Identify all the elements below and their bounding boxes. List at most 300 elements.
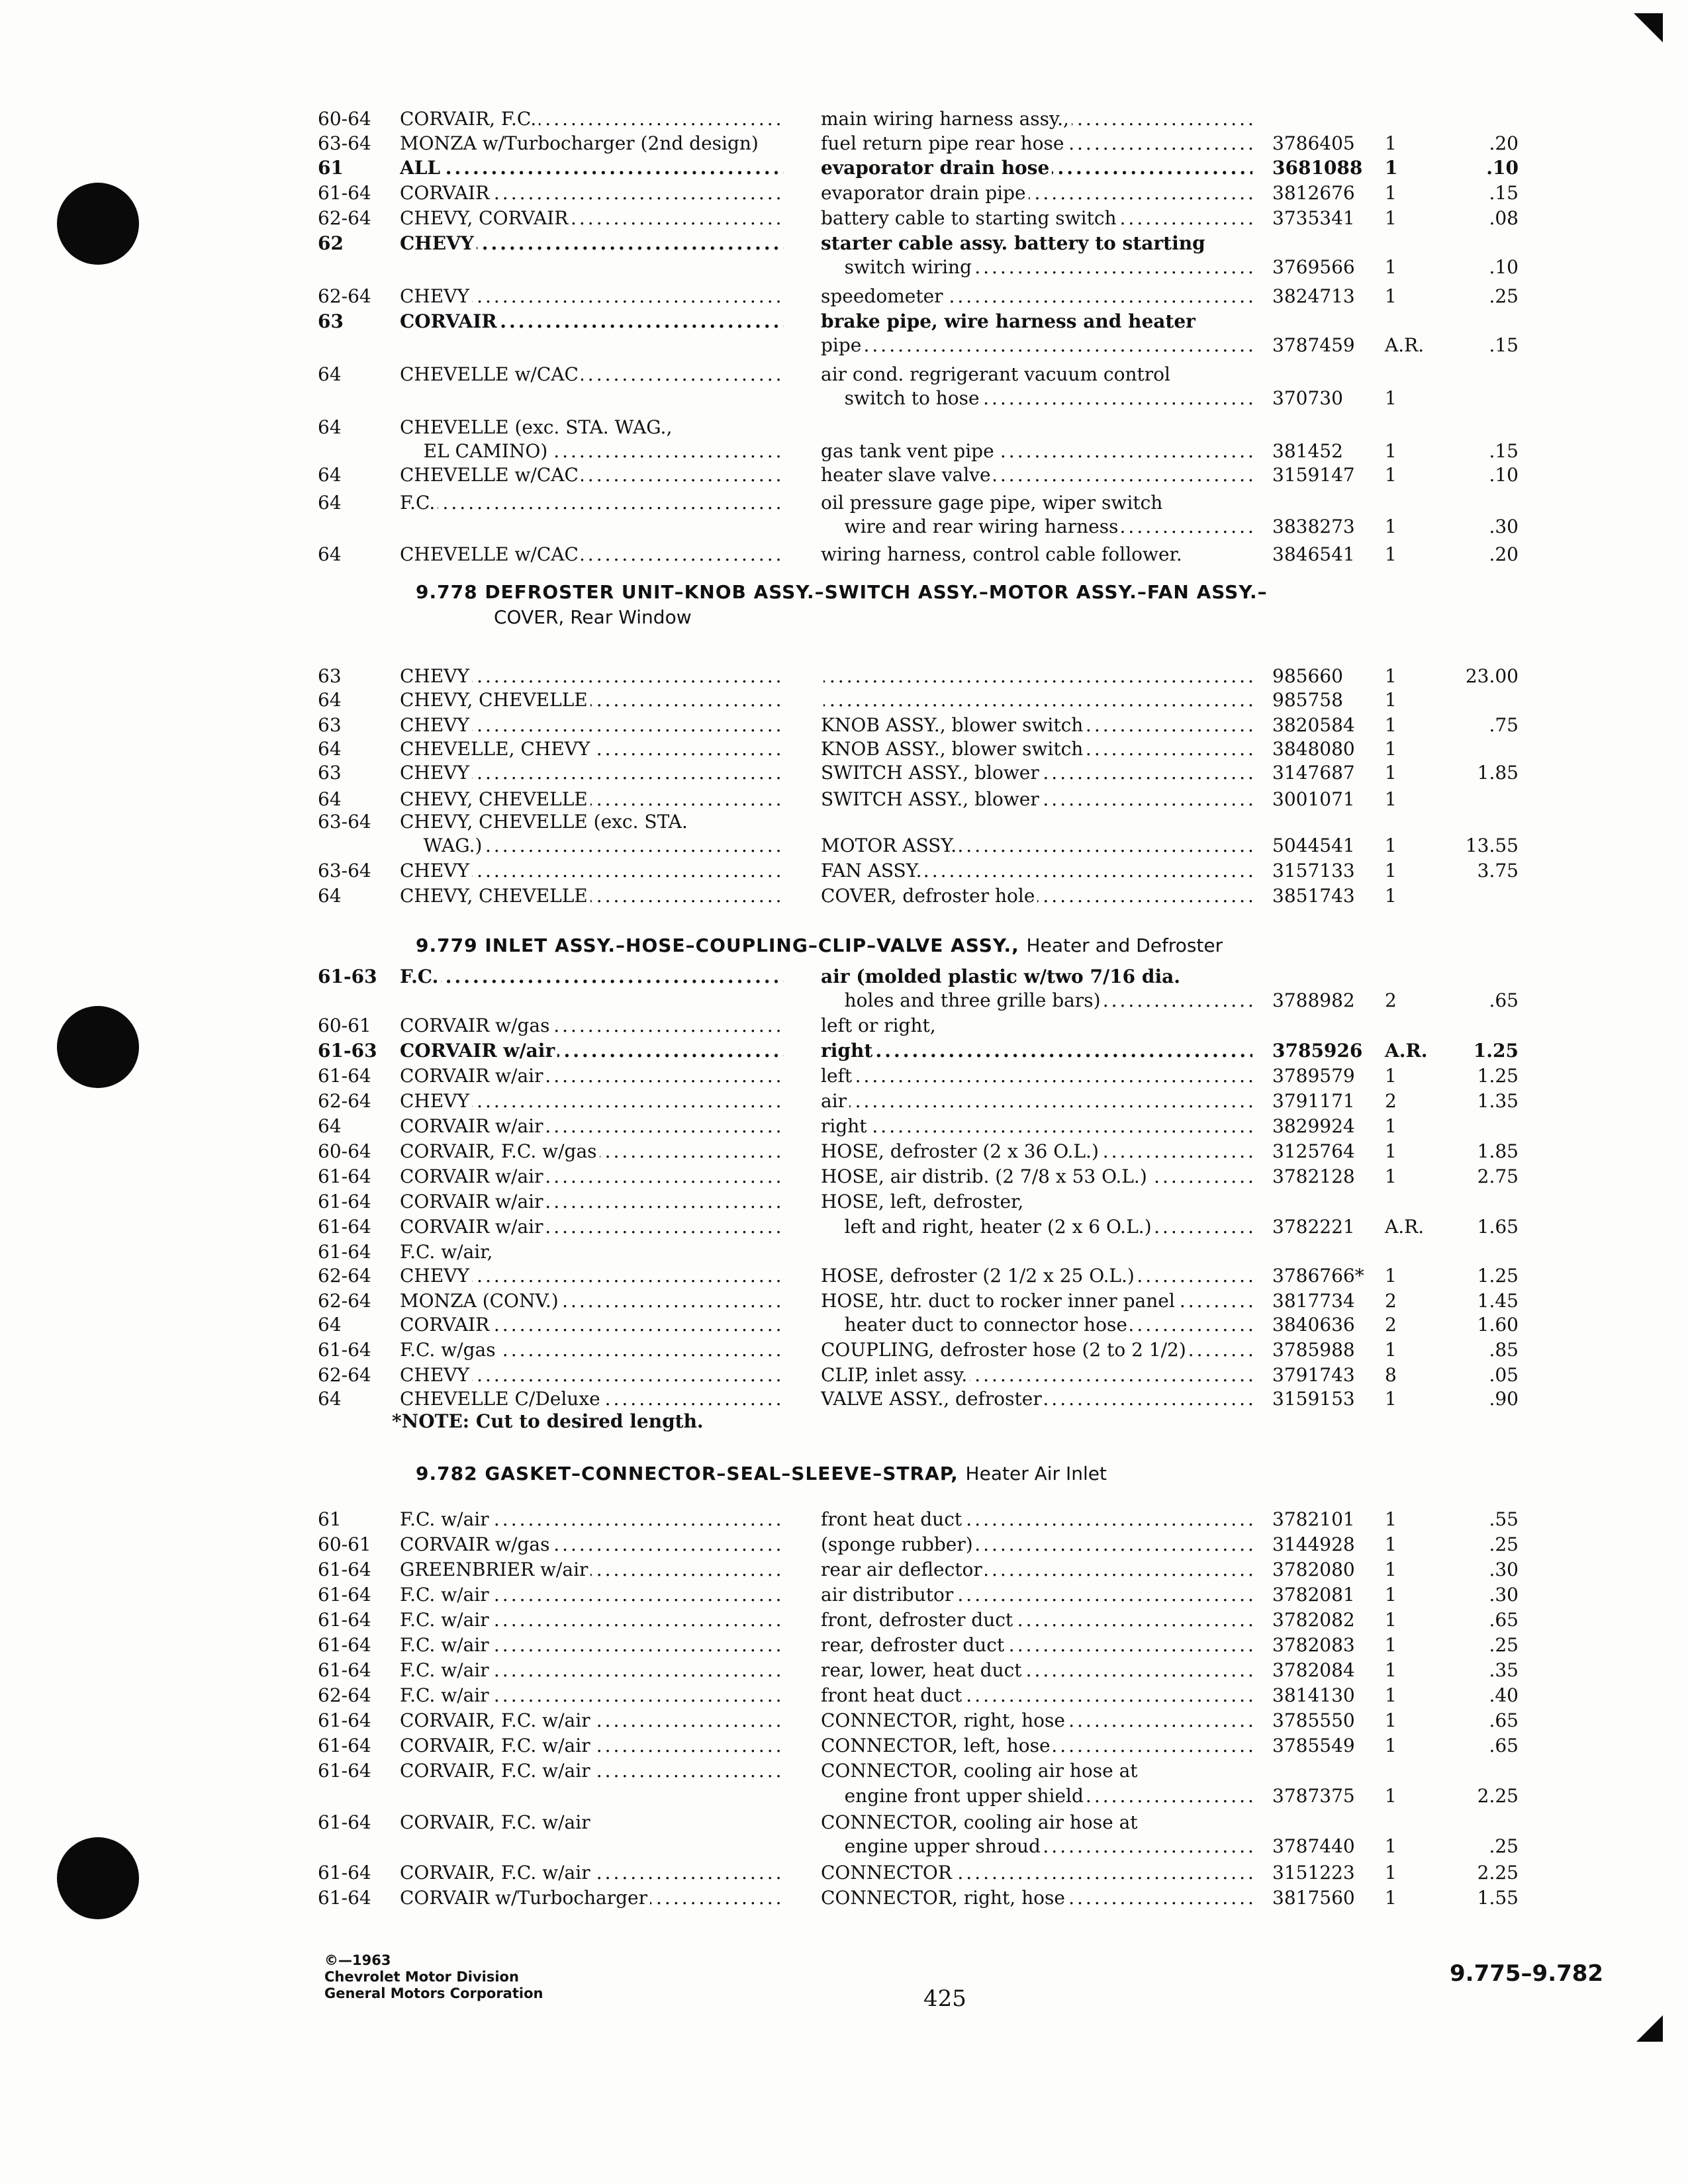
table-row: [0, 1039, 1688, 1063]
model-cell: CORVAIR w/gas .....: [400, 1014, 784, 1038]
table-row: [0, 965, 1688, 989]
part-number-cell: 985660: [1272, 665, 1343, 687]
model-cell: CHEVY .....: [400, 285, 784, 308]
description-cell: KNOB ASSY., blower switch .....: [821, 713, 1252, 737]
quantity-cell: 1: [1385, 1339, 1397, 1361]
price-cell: .25: [1489, 1634, 1519, 1656]
table-row: [0, 1140, 1688, 1163]
quantity-cell: A.R.: [1385, 1040, 1428, 1062]
part-number-cell: 3157133: [1272, 860, 1355, 882]
part-number-cell: 3159153: [1272, 1388, 1355, 1410]
model-cell: CORVAIR w/air .....: [400, 1190, 784, 1214]
part-number-cell: 3840636: [1272, 1314, 1355, 1336]
model-cell: GREENBRIER w/air .....: [400, 1558, 784, 1582]
price-cell: .90: [1489, 1388, 1519, 1410]
model-cell: CORVAIR w/air .....: [400, 1064, 784, 1088]
quantity-cell: 1: [1385, 1609, 1397, 1631]
price-cell: 1.25: [1473, 1040, 1519, 1062]
model-cell: CHEVY .....: [400, 1264, 784, 1288]
part-number-cell: 3787440: [1272, 1835, 1355, 1857]
description-cell: [821, 416, 1252, 439]
model-year-cell: 62-64: [318, 1684, 371, 1706]
description-cell: left .....: [821, 1064, 1252, 1088]
table-row: [0, 989, 1688, 1013]
price-cell: .55: [1489, 1508, 1519, 1530]
model-year-cell: 64: [318, 363, 342, 385]
model-cell: EL CAMINO) .....: [400, 439, 784, 463]
part-number-cell: 3848080: [1272, 738, 1355, 760]
description-cell: rear air deflector .....: [821, 1558, 1252, 1582]
quantity-cell: 1: [1385, 516, 1397, 537]
table-row: [0, 1014, 1688, 1038]
description-cell: pipe .....: [821, 334, 1252, 357]
quantity-cell: 1: [1385, 1559, 1397, 1580]
part-number-cell: 3785988: [1272, 1339, 1355, 1361]
quantity-cell: 2: [1385, 1090, 1397, 1112]
price-cell: .40: [1489, 1684, 1519, 1706]
part-number-cell: 3817560: [1272, 1887, 1355, 1909]
quantity-cell: 1: [1385, 543, 1397, 565]
table-row: [0, 1835, 1688, 1858]
model-year-cell: 64: [318, 1115, 342, 1137]
part-number-cell: 3782128: [1272, 1165, 1355, 1187]
quantity-cell: 1: [1385, 1785, 1397, 1807]
model-cell: CORVAIR, F.C. w/air .....: [400, 1759, 784, 1783]
price-cell: 1.65: [1477, 1216, 1519, 1238]
quantity-cell: 2: [1385, 1290, 1397, 1312]
price-cell: 1.25: [1477, 1065, 1519, 1087]
table-row: [0, 206, 1688, 230]
price-cell: 2.25: [1477, 1785, 1519, 1807]
model-cell: F.C. w/air .....: [400, 1633, 784, 1657]
table-row: [0, 543, 1688, 567]
description-cell: front heat duct .....: [821, 1508, 1252, 1531]
description-cell: switch to hose .....: [821, 387, 1252, 410]
part-number-cell: 3147687: [1272, 762, 1355, 784]
model-cell: [400, 255, 784, 279]
model-cell: ALL .....: [400, 156, 784, 180]
description-cell: CONNECTOR, cooling air hose at: [821, 1759, 1252, 1783]
table-row: [0, 334, 1688, 357]
quantity-cell: 1: [1385, 1265, 1397, 1287]
model-year-cell: 61-63: [318, 966, 377, 987]
description-cell: COVER, defroster hole .....: [821, 884, 1252, 908]
model-year-cell: 60-61: [318, 1015, 371, 1036]
model-cell: MONZA (CONV.) .....: [400, 1289, 784, 1313]
description-cell: evaporator drain pipe .....: [821, 181, 1252, 205]
model-year-cell: 61-64: [318, 1735, 371, 1756]
model-cell: [400, 989, 784, 1013]
part-number-cell: 3786766*: [1272, 1265, 1364, 1287]
price-cell: 1.35: [1477, 1090, 1519, 1112]
quantity-cell: 1: [1385, 387, 1397, 409]
model-year-cell: 64: [318, 738, 342, 760]
table-row: [0, 737, 1688, 761]
part-number-cell: 3769566: [1272, 256, 1355, 278]
price-cell: 13.55: [1465, 835, 1519, 856]
price-cell: .10: [1489, 464, 1519, 486]
quantity-cell: 1: [1385, 440, 1397, 462]
price-cell: .25: [1489, 1835, 1519, 1857]
section-heading-9-778: [416, 580, 1268, 630]
part-number-cell: 3817734: [1272, 1290, 1355, 1312]
part-number-cell: 3681088: [1272, 157, 1363, 179]
table-row: [0, 107, 1688, 131]
quantity-cell: 1: [1385, 1584, 1397, 1606]
description-cell: [821, 688, 1252, 712]
table-row: [0, 1363, 1688, 1387]
model-year-cell: 60-61: [318, 1533, 371, 1555]
table-row: [0, 255, 1688, 279]
description-cell: HOSE, defroster (2 x 36 O.L.) .....: [821, 1140, 1252, 1163]
description-cell: brake pipe, wire harness and heater: [821, 310, 1252, 334]
part-number-cell: 3789579: [1272, 1065, 1355, 1087]
model-year-cell: 61: [318, 157, 344, 179]
model-cell: CORVAIR .....: [400, 181, 784, 205]
footnote: *NOTE: Cut to desired length.: [392, 1410, 704, 1432]
description-cell: CONNECTOR, right, hose .....: [821, 1709, 1252, 1733]
description-cell: rear, defroster duct .....: [821, 1633, 1252, 1657]
model-year-cell: 61-64: [318, 1887, 371, 1909]
table-row: [0, 1784, 1688, 1808]
quantity-cell: 1: [1385, 689, 1397, 711]
model-cell: MONZA w/Turbocharger (2nd design): [400, 132, 784, 156]
model-cell: CHEVY .....: [400, 1363, 784, 1387]
part-number-cell: 3001071: [1272, 788, 1355, 810]
price-cell: .05: [1489, 1364, 1519, 1386]
model-cell: CORVAIR, F.C. w/air .....: [400, 1734, 784, 1758]
model-year-cell: 62-64: [318, 207, 371, 229]
quantity-cell: 1: [1385, 207, 1397, 229]
description-cell: [821, 664, 1252, 688]
model-cell: CHEVELLE, CHEVY .....: [400, 737, 784, 761]
description-cell: CLIP, inlet assy. .....: [821, 1363, 1252, 1387]
quantity-cell: 1: [1385, 1115, 1397, 1137]
table-row: [0, 1684, 1688, 1707]
model-year-cell: 60-64: [318, 1140, 371, 1162]
quantity-cell: 1: [1385, 1659, 1397, 1681]
table-row: [0, 1289, 1688, 1313]
model-cell: F.C. .....: [400, 965, 784, 989]
model-year-cell: 63-64: [318, 132, 371, 154]
model-cell: F.C. w/air .....: [400, 1508, 784, 1531]
price-cell: 1.60: [1477, 1314, 1519, 1336]
description-cell: evaporator drain hose .....: [821, 156, 1252, 180]
description-cell: engine upper shroud .....: [821, 1835, 1252, 1858]
model-year-cell: 61-64: [318, 1559, 371, 1580]
model-year-cell: 61-63: [318, 1040, 377, 1062]
model-cell: F.C. w/air .....: [400, 1659, 784, 1682]
table-row: [0, 1165, 1688, 1189]
quantity-cell: 2: [1385, 1314, 1397, 1336]
table-row: [0, 1608, 1688, 1632]
price-cell: .35: [1489, 1659, 1519, 1681]
table-row: [0, 1240, 1688, 1264]
model-cell: F.C. w/gas .....: [400, 1338, 784, 1362]
model-cell: CORVAIR .....: [400, 1313, 784, 1337]
table-row: [0, 1215, 1688, 1239]
price-cell: 3.75: [1477, 860, 1519, 882]
model-year-cell: 64: [318, 1314, 342, 1336]
model-cell: CHEVELLE w/CAC .....: [400, 543, 784, 567]
description-cell: front, defroster duct .....: [821, 1608, 1252, 1632]
table-row: [0, 810, 1688, 834]
part-number-cell: 3785550: [1272, 1709, 1355, 1731]
price-cell: .15: [1489, 334, 1519, 356]
quantity-cell: 1: [1385, 788, 1397, 810]
quantity-cell: 2: [1385, 989, 1397, 1011]
model-year-cell: 61-64: [318, 1811, 371, 1833]
price-cell: 1.85: [1477, 762, 1519, 784]
table-row: [0, 1659, 1688, 1682]
table-row: [0, 1861, 1688, 1885]
table-row: [0, 1533, 1688, 1557]
model-year-cell: 64: [318, 543, 342, 565]
model-year-cell: 61-64: [318, 1584, 371, 1606]
description-cell: air .....: [821, 1089, 1252, 1113]
description-cell: air cond. regrigerant vacuum control: [821, 363, 1252, 387]
model-year-cell: 61-64: [318, 1065, 371, 1087]
part-number-cell: 3838273: [1272, 516, 1355, 537]
description-cell: HOSE, defroster (2 1/2 x 25 O.L.) .....: [821, 1264, 1252, 1288]
part-number-cell: 370730: [1272, 387, 1343, 409]
table-row: [0, 1811, 1688, 1835]
table-row: [0, 416, 1688, 439]
section-title: 9.782 GASKET–CONNECTOR–SEAL–SLEEVE–STRAP,: [416, 1463, 959, 1484]
price-cell: .25: [1489, 285, 1519, 307]
table-row: [0, 463, 1688, 487]
table-row: [0, 181, 1688, 205]
description-cell: heater duct to connector hose .....: [821, 1313, 1252, 1337]
section-heading-9-782: [416, 1461, 1107, 1486]
model-year-cell: 61-64: [318, 1659, 371, 1681]
part-number-cell: 3814130: [1272, 1684, 1355, 1706]
table-row: [0, 156, 1688, 180]
model-cell: CHEVY, CORVAIR .....: [400, 206, 784, 230]
description-cell: main wiring harness assy., .....: [821, 107, 1252, 131]
table-row: [0, 1338, 1688, 1362]
section-title: 9.778 DEFROSTER UNIT–KNOB ASSY.–SWITCH ASSY.–MOTOR ASSY.–FAN ASSY.–: [416, 581, 1268, 603]
section-subtitle: Heater and Defroster: [1026, 934, 1223, 956]
table-row: [0, 387, 1688, 410]
model-year-cell: 63: [318, 714, 342, 736]
price-cell: .10: [1486, 157, 1519, 179]
quantity-cell: 1: [1385, 762, 1397, 784]
description-cell: SWITCH ASSY., blower .....: [821, 788, 1252, 811]
description-cell: starter cable assy. battery to starting: [821, 232, 1252, 255]
table-row: [0, 1558, 1688, 1582]
model-year-cell: 61-64: [318, 1709, 371, 1731]
section-heading-9-779: [416, 933, 1223, 958]
model-cell: CHEVY .....: [400, 664, 784, 688]
quantity-cell: A.R.: [1385, 334, 1425, 356]
description-cell: CONNECTOR .....: [821, 1861, 1252, 1885]
description-cell: gas tank vent pipe .....: [821, 439, 1252, 463]
part-number-cell: 985758: [1272, 689, 1343, 711]
table-row: [0, 1583, 1688, 1607]
part-number-cell: 3782221: [1272, 1216, 1355, 1238]
table-row: [0, 1313, 1688, 1337]
model-cell: CORVAIR w/air .....: [400, 1039, 784, 1063]
table-row: [0, 1633, 1688, 1657]
description-cell: air (molded plastic w/two 7/16 dia.: [821, 965, 1252, 989]
part-number-cell: 3812676: [1272, 182, 1355, 204]
description-cell: wiring harness, control cable follower.: [821, 543, 1252, 567]
table-row: [0, 1115, 1688, 1138]
table-row: [0, 1264, 1688, 1288]
model-year-cell: 61-64: [318, 1609, 371, 1631]
description-cell: HOSE, air distrib. (2 7/8 x 53 O.L.) .....: [821, 1165, 1252, 1189]
section-title: 9.779 INLET ASSY.–HOSE–COUPLING–CLIP–VALVE ASSY.,: [416, 934, 1019, 956]
table-row: [0, 1759, 1688, 1783]
part-number-cell: 3788982: [1272, 989, 1355, 1011]
description-cell: CONNECTOR, cooling air hose at: [821, 1811, 1252, 1835]
section-subtitle: Heater Air Inlet: [965, 1463, 1107, 1484]
model-cell: CHEVY .....: [400, 232, 784, 255]
model-cell: CHEVY, CHEVELLE .....: [400, 688, 784, 712]
price-cell: .20: [1489, 132, 1519, 154]
model-cell: [400, 515, 784, 539]
part-number-cell: 3851743: [1272, 885, 1355, 907]
part-number-cell: 3785549: [1272, 1735, 1355, 1756]
model-year-cell: 63-64: [318, 860, 371, 882]
model-year-cell: 62-64: [318, 1265, 371, 1287]
model-cell: CHEVELLE (exc. STA. WAG.,: [400, 416, 784, 439]
model-cell: WAG.) .....: [400, 834, 784, 858]
price-cell: .85: [1489, 1339, 1519, 1361]
price-cell: .30: [1489, 1584, 1519, 1606]
model-cell: CHEVY, CHEVELLE (exc. STA.: [400, 810, 784, 834]
table-row: [0, 132, 1688, 156]
table-row: [0, 232, 1688, 255]
model-cell: CHEVELLE w/CAC .....: [400, 363, 784, 387]
price-cell: .25: [1489, 1533, 1519, 1555]
quantity-cell: 1: [1385, 157, 1398, 179]
footer-publisher: [324, 1952, 543, 2002]
table-row: [0, 1089, 1688, 1113]
corporation: General Motors Corporation: [324, 1985, 543, 2001]
model-year-cell: 61-64: [318, 182, 371, 204]
model-year-cell: 62-64: [318, 1364, 371, 1386]
model-cell: [400, 334, 784, 357]
description-cell: HOSE, left, defroster,: [821, 1190, 1252, 1214]
model-cell: CHEVY, CHEVELLE .....: [400, 884, 784, 908]
model-year-cell: 64: [318, 689, 342, 711]
description-cell: (sponge rubber) .....: [821, 1533, 1252, 1557]
table-row: [0, 859, 1688, 883]
model-cell: CORVAIR w/Turbocharger .....: [400, 1886, 784, 1910]
part-number-cell: 3125764: [1272, 1140, 1355, 1162]
part-number-cell: 3824713: [1272, 285, 1355, 307]
table-row: [0, 788, 1688, 811]
price-cell: .65: [1489, 989, 1519, 1011]
description-cell: air distributor .....: [821, 1583, 1252, 1607]
description-cell: CONNECTOR, left, hose .....: [821, 1734, 1252, 1758]
table-row: [0, 491, 1688, 515]
model-cell: CORVAIR w/gas .....: [400, 1533, 784, 1557]
description-cell: wire and rear wiring harness .....: [821, 515, 1252, 539]
model-year-cell: 64: [318, 1388, 342, 1410]
price-cell: .10: [1489, 256, 1519, 278]
model-year-cell: 61: [318, 1508, 342, 1530]
price-cell: .30: [1489, 516, 1519, 537]
model-cell: [400, 1784, 784, 1808]
model-cell: F.C. w/air .....: [400, 1583, 784, 1607]
model-cell: CORVAIR w/air .....: [400, 1215, 784, 1239]
quantity-cell: 1: [1385, 1065, 1397, 1087]
description-cell: right .....: [821, 1115, 1252, 1138]
model-cell: F.C. w/air .....: [400, 1684, 784, 1707]
description-cell: fuel return pipe rear hose .....: [821, 132, 1252, 156]
model-cell: CHEVY .....: [400, 859, 784, 883]
price-cell: 1.85: [1477, 1140, 1519, 1162]
price-cell: .08: [1489, 207, 1519, 229]
model-cell: CORVAIR, F.C. w/air .....: [400, 1861, 784, 1885]
table-row: [0, 664, 1688, 688]
model-year-cell: 61-64: [318, 1241, 371, 1263]
division: Chevrolet Motor Division: [324, 1969, 519, 1985]
price-cell: .65: [1489, 1709, 1519, 1731]
model-year-cell: 64: [318, 464, 342, 486]
table-row: [0, 285, 1688, 308]
description-cell: oil pressure gage pipe, wiper switch: [821, 491, 1252, 515]
description-cell: holes and three grille bars) .....: [821, 989, 1252, 1013]
description-cell: rear, lower, heat duct .....: [821, 1659, 1252, 1682]
price-cell: .75: [1489, 714, 1519, 736]
description-cell: switch wiring .....: [821, 255, 1252, 279]
table-row: [0, 1387, 1688, 1411]
part-number-cell: 3787375: [1272, 1785, 1355, 1807]
model-year-cell: 64: [318, 885, 342, 907]
price-cell: 2.75: [1477, 1165, 1519, 1187]
quantity-cell: 1: [1385, 256, 1397, 278]
model-year-cell: 61-64: [318, 1165, 371, 1187]
table-row: [0, 310, 1688, 334]
quantity-cell: 1: [1385, 1140, 1397, 1162]
table-row: [0, 363, 1688, 387]
description-cell: HOSE, htr. duct to rocker inner panel .....: [821, 1289, 1252, 1313]
description-cell: FAN ASSY. .....: [821, 859, 1252, 883]
model-cell: CORVAIR, F.C. w/air .....: [400, 1709, 784, 1733]
price-cell: .65: [1489, 1735, 1519, 1756]
price-cell: .65: [1489, 1609, 1519, 1631]
table-row: [0, 1190, 1688, 1214]
model-year-cell: 63: [318, 762, 342, 784]
quantity-cell: 1: [1385, 1709, 1397, 1731]
table-row: [0, 1709, 1688, 1733]
table-row: [0, 884, 1688, 908]
model-year-cell: 61-64: [318, 1862, 371, 1884]
model-cell: [400, 387, 784, 410]
model-year-cell: 60-64: [318, 108, 371, 130]
description-cell: battery cable to starting switch .....: [821, 206, 1252, 230]
quantity-cell: 1: [1385, 182, 1397, 204]
description-cell: MOTOR ASSY. .....: [821, 834, 1252, 858]
model-year-cell: 61-64: [318, 1634, 371, 1656]
part-number-cell: 3782081: [1272, 1584, 1355, 1606]
part-number-cell: 3785926: [1272, 1040, 1363, 1062]
price-cell: .20: [1489, 543, 1519, 565]
model-cell: CHEVY .....: [400, 1089, 784, 1113]
model-cell: CORVAIR w/air .....: [400, 1115, 784, 1138]
quantity-cell: 1: [1385, 1165, 1397, 1187]
description-cell: [821, 1240, 1252, 1264]
quantity-cell: 1: [1385, 285, 1397, 307]
table-row: [0, 1064, 1688, 1088]
table-row: [0, 761, 1688, 785]
description-cell: CONNECTOR, right, hose .....: [821, 1886, 1252, 1910]
model-year-cell: 62-64: [318, 1290, 371, 1312]
